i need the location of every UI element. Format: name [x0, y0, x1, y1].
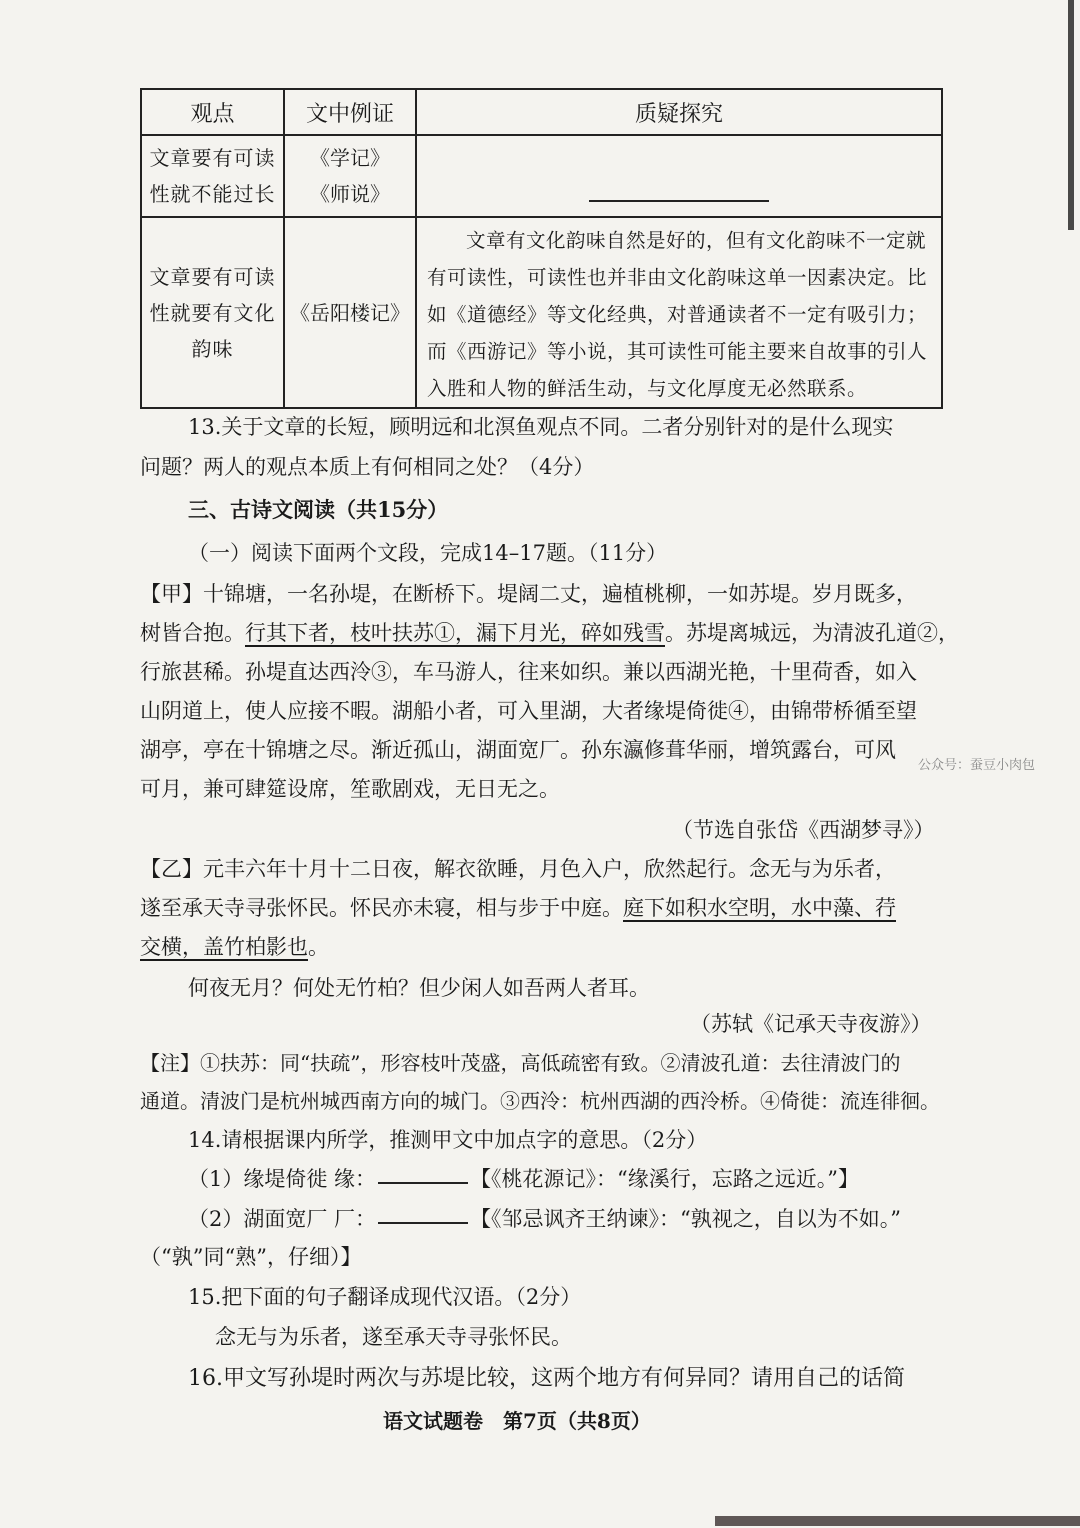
table-row [141, 217, 942, 408]
row1-inquiry-blank[interactable] [416, 135, 942, 217]
scan-bottom-edge [715, 1516, 1080, 1526]
q13-line1: 13.关于文章的长短，顾明远和北溟鱼观点不同。二者分别针对的是什么现实 [188, 415, 894, 439]
q14-stem: 14.请根据课内所学，推测甲文中加点字的意思。（2分） [188, 1128, 708, 1152]
jia-source: （节选自张岱《西湖梦寻》） [672, 818, 935, 842]
notes-line1: 【注】①扶苏：同“扶疏”，形容枝叶茂盛，高低疏密有致。②清波孔道：去往清波门的 [140, 1051, 901, 1075]
watermark: 公众号：蚕豆小肉包 [918, 758, 1036, 773]
q14-item1: （1）缘堤倚徙 缘： 【《桃花源记》：“缘溪行，忘路之远近。”】 [188, 1167, 860, 1191]
q16-stem: 16.甲文写孙堤时两次与苏堤比较，这两个地方有何异同？请用自己的话简 [188, 1366, 905, 1391]
q15-sentence: 念无与为乐者，遂至承天寺寻张怀民。 [215, 1325, 572, 1349]
row2-inquiry: 文章有文化韵味自然是好的，但有文化韵味不一定就有可读性，可读性也并非由文化韵味这单一因素决定。比如《道德经》等文化经典，对普通读者不一定有吸引力；而《西游记》等小说，其可读性可能主要来自故事的引人入胜和人物的鲜活生动，与文化厚度无必然联系。 [416, 217, 942, 408]
header-inquiry: 质疑探究 [416, 89, 942, 135]
section3-sub: （一）阅读下面两个文段，完成14–17题。（11分） [188, 541, 668, 565]
row2-evidence: 《岳阳楼记》 [284, 217, 416, 408]
answer-blank-line [589, 200, 769, 202]
row1-viewpoint: 文章要有可读 性就不能过长 [141, 135, 284, 217]
q13-line2: 问题？两人的观点本质上有何相同之处？（4分） [140, 455, 595, 479]
row1-evidence: 《学记》 《师说》 [284, 135, 416, 217]
yi-line1: 【乙】元丰六年十月十二日夜，解衣欲睡，月色入户，欣然起行。念无与为乐者， [140, 857, 896, 881]
table-header-row [141, 89, 942, 135]
scan-edge-shadow [1068, 0, 1074, 230]
page-footer: 语文试题卷 第7页（共8页） [383, 1409, 651, 1433]
yi-line4: 何夜无月？何处无竹柏？但少闲人如吾两人者耳。 [188, 976, 650, 1000]
header-viewpoint: 观点 [141, 89, 284, 135]
jia-line3: 行旅甚稀。孙堤直达西泠③，车马游人，往来如织。兼以西湖光艳，十里荷香，如入 [140, 660, 917, 684]
jia-line6: 可月，兼可肆筵设席，笙歌剧戏，无日无之。 [140, 777, 560, 801]
jia-line4: 山阴道上，使人应接不暇。湖船小者，可入里湖，大者缘堤倚徙④，由锦带桥循至望 [140, 699, 917, 723]
q14-item2-note: （“孰”同“熟”，仔细）】 [140, 1245, 362, 1269]
q14-blank2[interactable] [378, 1222, 468, 1224]
yi-line3: 交横，盖竹柏影也。 [140, 935, 329, 959]
jia-line2: 树皆合抱。行其下者，枝叶扶苏①，漏下月光，碎如残雪。苏堤离城远，为清波孔道②， [140, 621, 959, 645]
jia-line1: 【甲】十锦塘，一名孙堤，在断桥下。堤阔二丈，遍植桃柳，一如苏堤。岁月既多， [140, 582, 917, 606]
q15-stem: 15.把下面的句子翻译成现代汉语。（2分） [188, 1285, 582, 1309]
table-row [141, 135, 942, 217]
row2-viewpoint: 文章要有可读 性就要有文化 韵味 [141, 217, 284, 408]
jia-underlined-sentence: 行其下者，枝叶扶苏①，漏下月光，碎如残雪 [245, 621, 665, 645]
yi-line2: 遂至承天寺寻张怀民。怀民亦未寝，相与步于中庭。庭下如积水空明，水中藻、荇 [140, 896, 896, 920]
yi-source: （苏轼《记承天寺夜游》） [690, 1012, 932, 1036]
section3-title: 三、古诗文阅读（共15分） [188, 497, 449, 522]
header-evidence: 文中例证 [284, 89, 416, 135]
viewpoint-table [140, 88, 943, 409]
yi-underlined-sentence: 庭下如积水空明，水中藻、荇 [623, 896, 896, 920]
jia-line5: 湖亭，亭在十锦塘之尽。渐近孤山，湖面宽厂。孙东瀛修葺华丽，增筑露台，可风 [140, 738, 896, 762]
q14-item2: （2）湖面宽厂 厂： 【《邹忌讽齐王纳谏》：“孰视之，自以为不如。” [188, 1207, 902, 1231]
notes-line2: 通道。清波门是杭州城西南方向的城门。③西泠：杭州西湖的西泠桥。④倚徙：流连徘徊。 [140, 1089, 940, 1113]
q14-blank1[interactable] [378, 1182, 468, 1184]
